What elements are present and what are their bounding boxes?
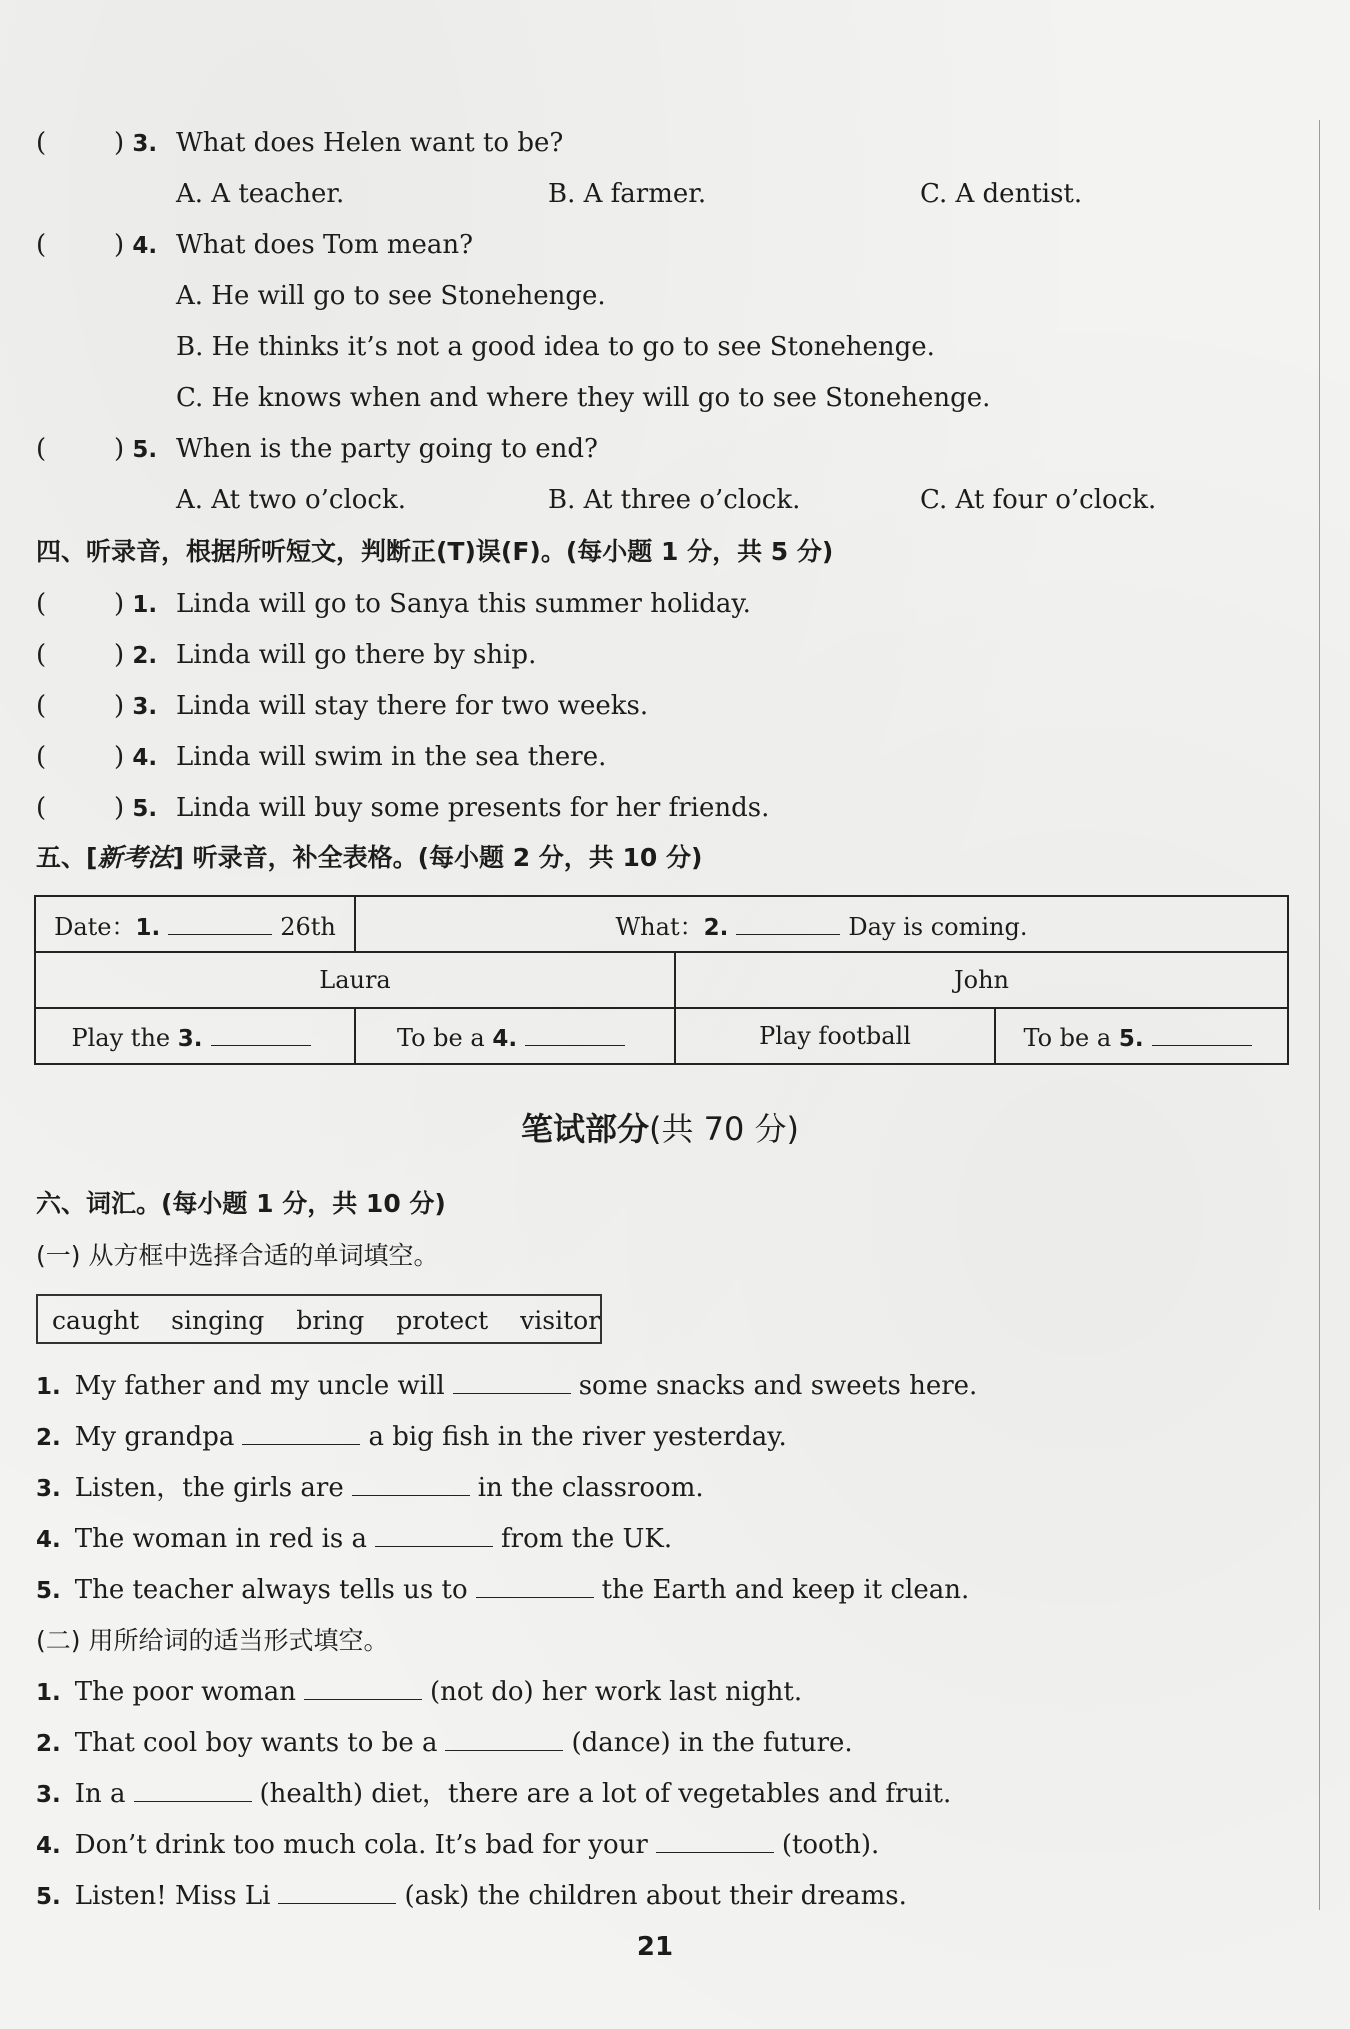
- fill-item: [36, 1672, 802, 1713]
- answer-paren-open: (: [36, 793, 47, 823]
- text-before: Don’t drink too much cola. It’s bad for your: [74, 1830, 648, 1860]
- title-main: 笔试部分: [520, 1110, 649, 1148]
- item-number: 2.: [132, 643, 158, 669]
- question-text: What does Helen want to be?: [176, 128, 564, 158]
- laura-dream-cell: [355, 1008, 675, 1064]
- answer-paren-close: ) 1.: [114, 589, 158, 619]
- text-after: a big fish in the river yesterday.: [368, 1422, 787, 1452]
- answer-paren-open: (: [36, 128, 47, 158]
- fill-item: [36, 1774, 951, 1815]
- answer-paren-close: ) 5.: [114, 793, 158, 823]
- option-b: B. A farmer.: [548, 179, 707, 209]
- text-before: Listen! Miss Li: [74, 1881, 271, 1911]
- answer-blank[interactable]: [453, 1369, 571, 1394]
- text-before: That cool boy wants to be a: [74, 1728, 438, 1758]
- tf-item: [36, 737, 1310, 777]
- written-section-title: [0, 1107, 1320, 1151]
- title-score: (共 70 分): [648, 1110, 800, 1148]
- laura-hobby-cell: [35, 1008, 355, 1064]
- item-number: 2.: [36, 1731, 61, 1757]
- question-text: What does Tom mean?: [176, 230, 474, 260]
- fill-item: [36, 1825, 879, 1866]
- answer-blank-1[interactable]: [168, 910, 272, 935]
- option-b: B. At three o’clock.: [548, 485, 801, 515]
- date-label: Date：: [54, 912, 136, 941]
- blank-number: 5.: [1118, 1025, 1144, 1052]
- item-text: Linda will go to Sanya this summer holiday.: [176, 589, 751, 619]
- question-5-options: [36, 480, 1310, 520]
- laura-header: Laura: [35, 952, 675, 1008]
- question-4-option-c: [36, 378, 1310, 418]
- item-text: Linda will go there by ship.: [176, 640, 537, 670]
- fill-item: [36, 1876, 907, 1917]
- item-number: 4.: [36, 1833, 61, 1859]
- answer-paren-close: ) 3.: [114, 691, 158, 721]
- option-a: A. He will go to see Stonehenge.: [176, 281, 606, 311]
- word-option: caught: [52, 1306, 140, 1335]
- word-box: [36, 1294, 602, 1344]
- what-cell: [355, 896, 1288, 952]
- fill-item: [36, 1570, 969, 1611]
- fill-item: [36, 1366, 977, 1407]
- item-number: 1.: [36, 1680, 61, 1706]
- text-after: from the UK.: [501, 1524, 673, 1554]
- answer-paren-close: ) 2.: [114, 640, 158, 670]
- text-after: (ask) the children about their dreams.: [404, 1881, 907, 1911]
- text-after: the Earth and keep it clean.: [601, 1575, 970, 1605]
- question-5: [36, 429, 1310, 469]
- what-label: What：: [615, 912, 704, 941]
- section-5-heading: [36, 838, 702, 878]
- answer-paren-open: (: [36, 640, 47, 670]
- question-number: 4.: [132, 233, 158, 259]
- answer-blank[interactable]: [476, 1573, 594, 1598]
- answer-blank[interactable]: [445, 1726, 563, 1751]
- answer-blank-5[interactable]: [1152, 1021, 1252, 1046]
- answer-paren-close: ) 4.: [114, 742, 158, 772]
- section-4-heading: 四、听录音，根据所听短文，判断正(T)误(F)。(每小题 1 分，共 5 分): [36, 537, 834, 566]
- question-4-option-b: [36, 327, 1310, 367]
- item-number: 4.: [36, 1527, 61, 1553]
- subsection-2-instruction: (二) 用所给词的适当形式填空。: [36, 1626, 389, 1655]
- fill-item: [36, 1723, 853, 1764]
- page-number: 21: [636, 1932, 674, 1962]
- answer-paren-close: ) 5.: [114, 434, 158, 464]
- answer-paren-open: (: [36, 434, 47, 464]
- blank-number: 4.: [492, 1025, 518, 1052]
- answer-blank-2[interactable]: [736, 910, 840, 935]
- date-suffix: 26th: [280, 912, 336, 941]
- answer-paren-open: (: [36, 589, 47, 619]
- answer-blank-4[interactable]: [525, 1021, 625, 1046]
- margin-rule: [1319, 120, 1320, 1910]
- listening-table: [34, 895, 1289, 1065]
- cell-label: To be a: [1023, 1023, 1112, 1052]
- answer-blank[interactable]: [656, 1828, 774, 1853]
- option-c: C. A dentist.: [920, 179, 1083, 209]
- text-after: (health) diet，there are a lot of vegetables and fruit.: [259, 1779, 952, 1809]
- heading-suffix: ] 听录音，补全表格。(每小题 2 分，共 10 分): [172, 843, 703, 872]
- text-after: (tooth).: [781, 1830, 880, 1860]
- text-before: My grandpa: [74, 1422, 235, 1452]
- fill-item: [36, 1417, 787, 1458]
- item-number: 1.: [36, 1374, 61, 1400]
- question-number: 3.: [132, 131, 158, 157]
- date-cell: [35, 896, 355, 952]
- word-option: bring: [296, 1306, 365, 1335]
- text-after: (not do) her work last night.: [429, 1677, 803, 1707]
- answer-paren-open: (: [36, 230, 47, 260]
- new-method-tag: 新考法: [97, 843, 173, 872]
- heading-prefix: 五、[: [36, 843, 98, 872]
- text-after: (dance) in the future.: [571, 1728, 853, 1758]
- item-text: Linda will swim in the sea there.: [176, 742, 607, 772]
- word-option: singing: [171, 1306, 265, 1335]
- answer-blank[interactable]: [242, 1420, 360, 1445]
- item-number: 5.: [132, 796, 158, 822]
- john-dream-cell: [995, 1008, 1288, 1064]
- text-before: In a: [74, 1779, 126, 1809]
- answer-blank-3[interactable]: [211, 1021, 311, 1046]
- text-after: in the classroom.: [477, 1473, 704, 1503]
- answer-paren-close: ) 4.: [114, 230, 158, 260]
- tf-item: [36, 788, 1310, 828]
- text-before: The poor woman: [74, 1677, 296, 1707]
- item-number: 1.: [132, 592, 158, 618]
- blank-number: 2.: [703, 914, 729, 941]
- question-4-option-a: [36, 276, 1310, 316]
- option-c: C. He knows when and where they will go to see Stonehenge.: [176, 383, 991, 413]
- question-3: [36, 123, 1310, 163]
- text-before: Listen，the girls are: [74, 1473, 344, 1503]
- option-c: C. At four o’clock.: [920, 485, 1157, 515]
- word-option: protect: [396, 1306, 489, 1335]
- item-number: 5.: [36, 1578, 61, 1604]
- fill-item: [36, 1519, 672, 1560]
- answer-blank[interactable]: [134, 1777, 252, 1802]
- text-before: The woman in red is a: [74, 1524, 368, 1554]
- tf-item: [36, 635, 1310, 675]
- question-text: When is the party going to end?: [176, 434, 598, 464]
- item-number: 3.: [36, 1476, 61, 1502]
- word-option: visitor: [520, 1306, 601, 1335]
- option-a: A. A teacher.: [176, 179, 345, 209]
- item-number: 4.: [132, 745, 158, 771]
- item-number: 3.: [36, 1782, 61, 1808]
- question-4: [36, 225, 1310, 265]
- option-b: B. He thinks it’s not a good idea to go to see Stonehenge.: [176, 332, 935, 362]
- cell-label: Play the: [71, 1023, 171, 1052]
- question-3-options: [36, 174, 1310, 214]
- subsection-1-instruction: (一) 从方框中选择合适的单词填空。: [36, 1241, 439, 1270]
- item-number: 3.: [132, 694, 158, 720]
- item-text: Linda will stay there for two weeks.: [176, 691, 649, 721]
- answer-blank[interactable]: [278, 1879, 396, 1904]
- option-a: A. At two o’clock.: [176, 485, 406, 515]
- fill-item: [36, 1468, 704, 1509]
- answer-paren-open: (: [36, 691, 47, 721]
- item-number: 5.: [36, 1884, 61, 1910]
- what-suffix: Day is coming.: [848, 912, 1028, 941]
- blank-number: 1.: [135, 914, 161, 941]
- tf-item: [36, 686, 1310, 726]
- answer-blank[interactable]: [375, 1522, 493, 1547]
- answer-blank[interactable]: [352, 1471, 470, 1496]
- blank-number: 3.: [177, 1025, 203, 1052]
- answer-paren-close: ) 3.: [114, 128, 158, 158]
- text-before: The teacher always tells us to: [74, 1575, 468, 1605]
- tf-item: [36, 584, 1310, 624]
- john-header: John: [675, 952, 1288, 1008]
- answer-paren-open: (: [36, 742, 47, 772]
- question-number: 5.: [132, 437, 158, 463]
- item-number: 2.: [36, 1425, 61, 1451]
- section-6-heading: 六、词汇。(每小题 1 分，共 10 分): [36, 1189, 446, 1218]
- item-text: Linda will buy some presents for her friends.: [176, 793, 770, 823]
- cell-label: To be a: [396, 1023, 485, 1052]
- john-hobby-cell: Play football: [675, 1008, 995, 1064]
- text-before: My father and my uncle will: [74, 1371, 445, 1401]
- answer-blank[interactable]: [304, 1675, 422, 1700]
- text-after: some snacks and sweets here.: [578, 1371, 978, 1401]
